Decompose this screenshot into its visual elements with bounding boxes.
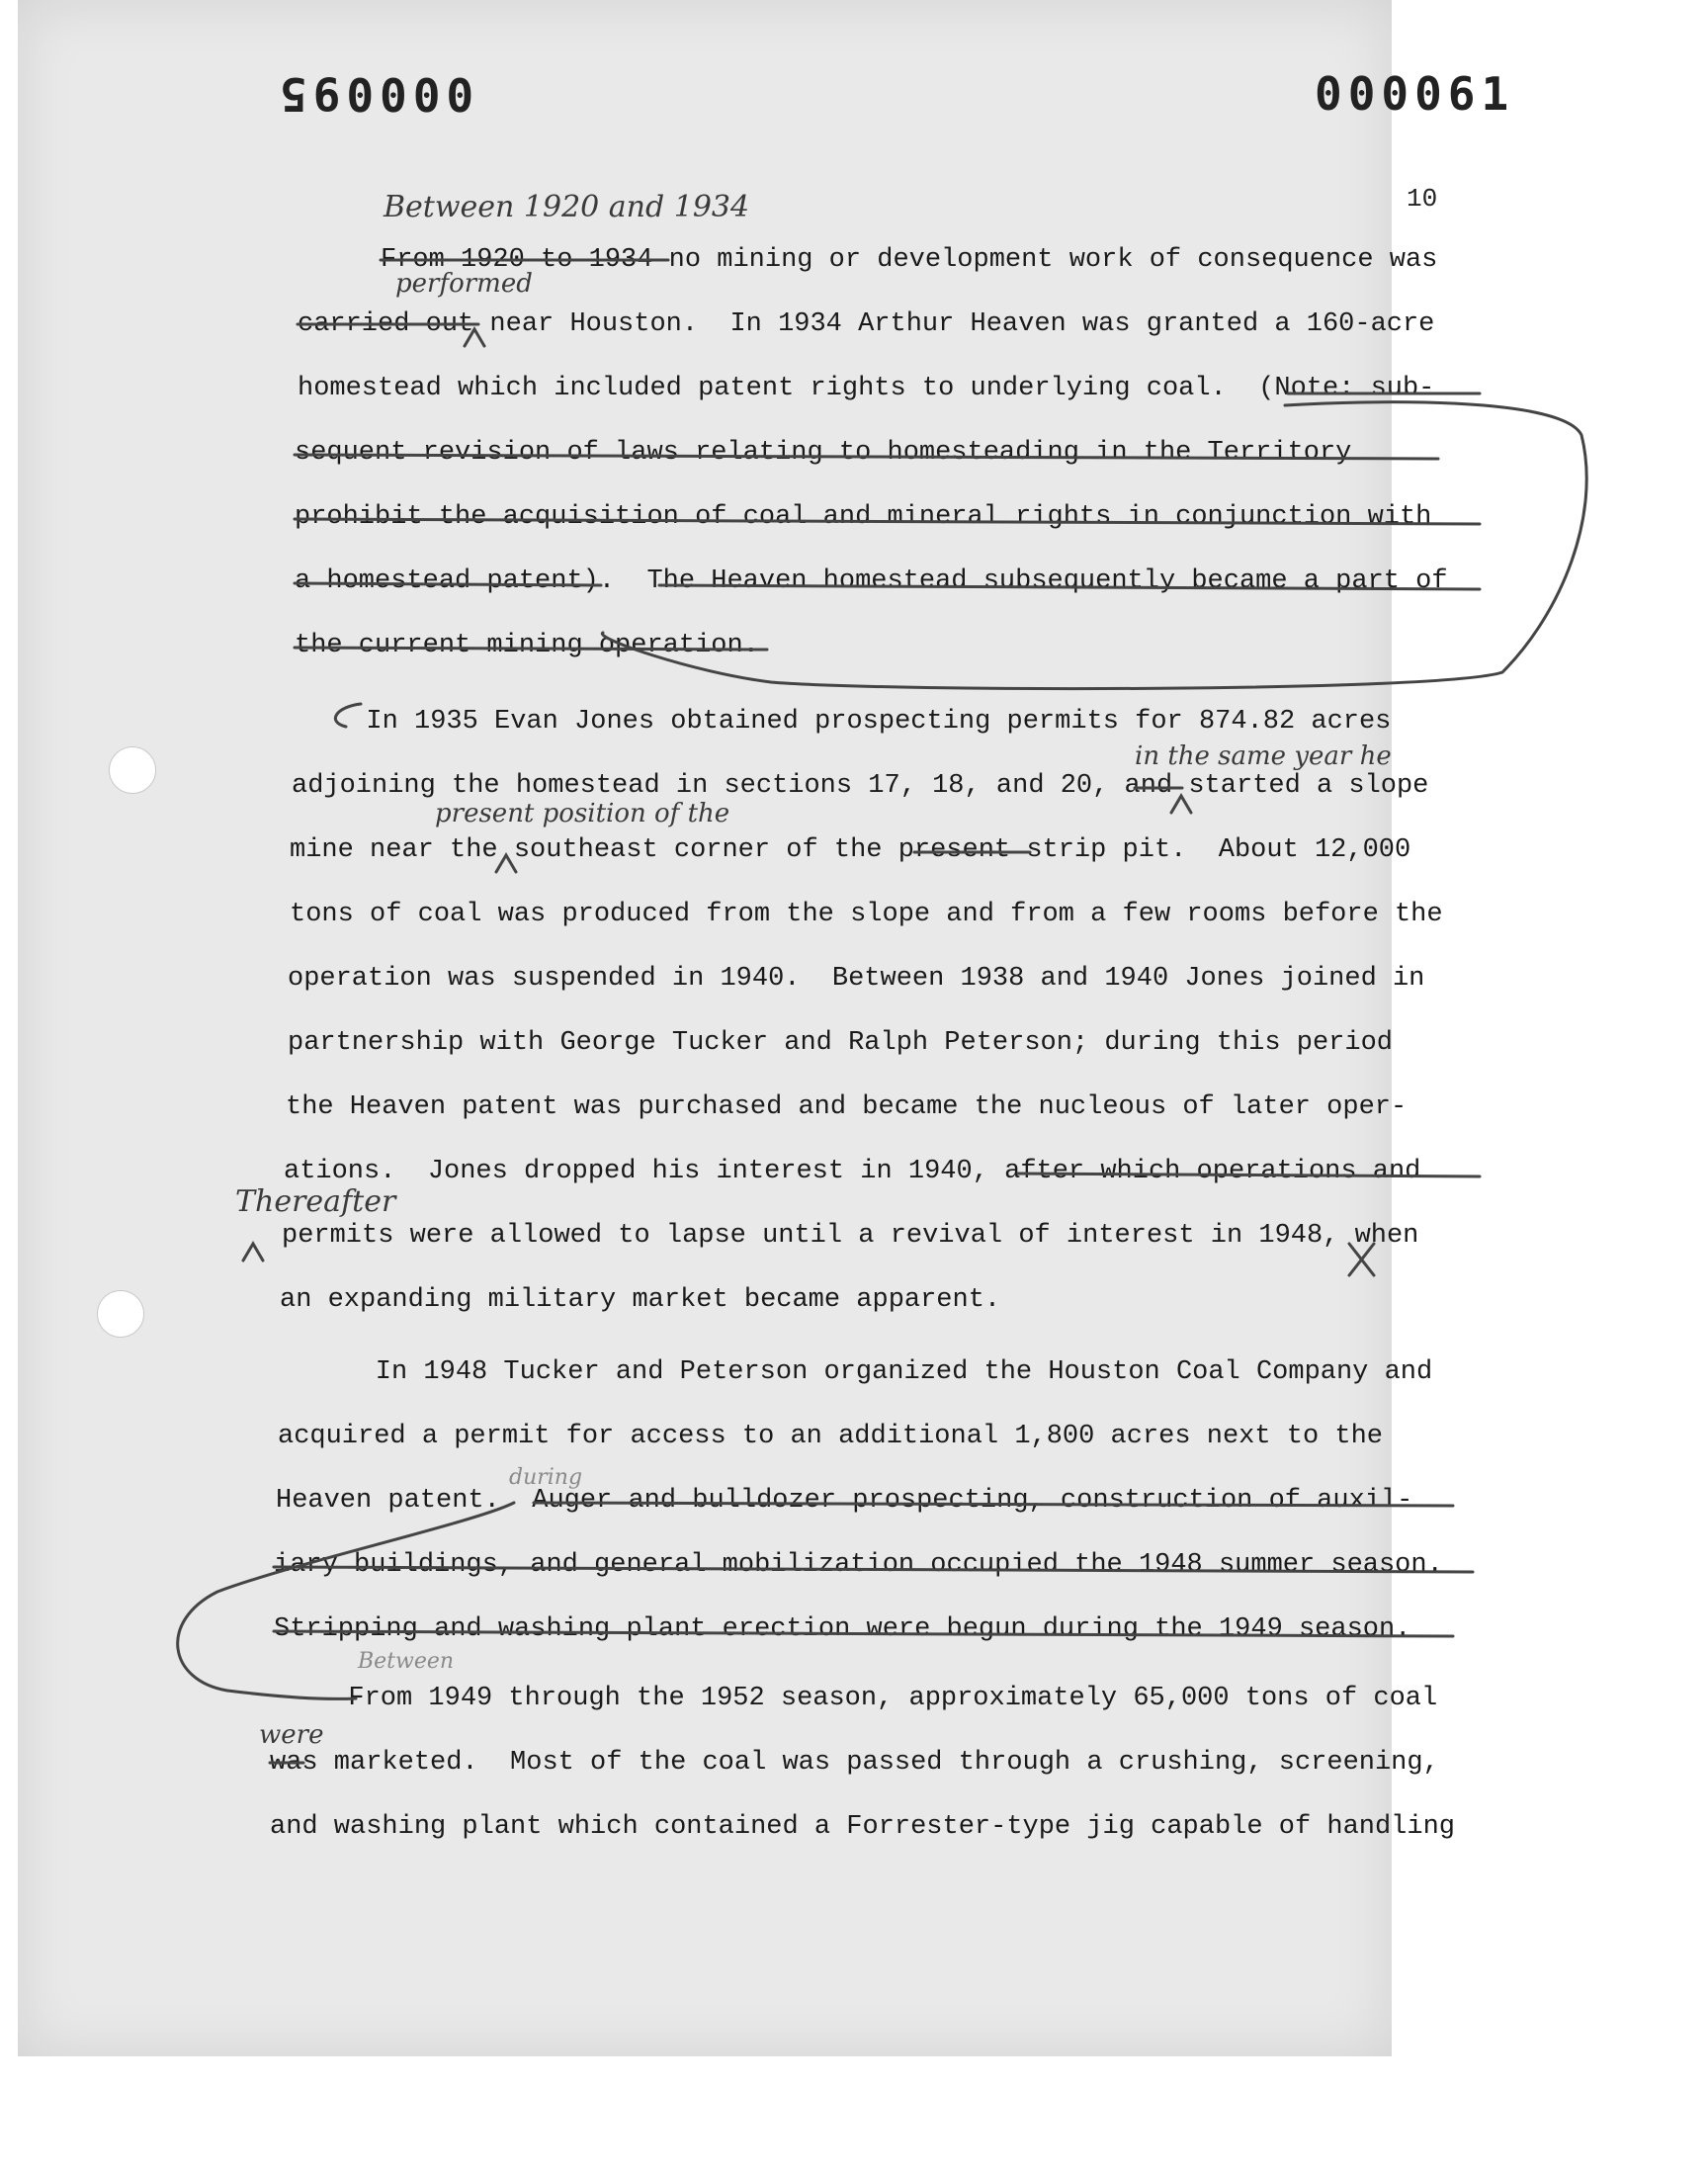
pen-loop (602, 402, 1586, 689)
insert-mark (1349, 1244, 1374, 1275)
strike-through (295, 648, 767, 650)
text-line: ations. Jones dropped his interest in 1940, after which operations and (284, 1157, 1421, 1186)
bates-stamp-mirrored: 000095 (274, 67, 474, 121)
text-line: Stripping and washing plant erection were begun during the 1949 season. (274, 1614, 1411, 1644)
handwritten-note: Between (358, 1649, 455, 1674)
text-line: In 1948 Tucker and Peterson organized the Houston Coal Company and (311, 1357, 1433, 1387)
caret-mark (1171, 796, 1191, 813)
strike-through (534, 1503, 1453, 1506)
text-line: a homestead patent). The Heaven homestead subsequently became a part of (295, 566, 1448, 596)
strike-through (659, 585, 1480, 589)
text-line: permits were allowed to lapse until a revival of interest in 1948, when (282, 1221, 1419, 1251)
handwritten-note: during (509, 1465, 583, 1490)
handwritten-note: in the same year he (1135, 741, 1392, 771)
strike-through (274, 1631, 1453, 1636)
pen-loop (178, 1503, 514, 1698)
handwritten-note: Thereafter (235, 1184, 396, 1219)
page-number: 10 (1407, 184, 1438, 214)
text-line: carried out near Houston. In 1934 Arthur Heaven was granted a 160-acre (298, 309, 1435, 339)
text-line: Heaven patent. Auger and bulldozer prospecting, construction of auxil- (276, 1486, 1413, 1516)
text-line: was marketed. Most of the coal was passed through a crushing, screening, (270, 1748, 1439, 1778)
handwritten-note: Between 1920 and 1934 (384, 190, 750, 224)
text-line: the Heaven patent was purchased and became the nucleous of later oper- (286, 1092, 1408, 1122)
text-line: and washing plant which contained a Forrester-type jig capable of handling (270, 1812, 1455, 1842)
strike-through (1018, 1174, 1480, 1176)
handwritten-note: were (259, 1720, 324, 1750)
text-line: partnership with George Tucker and Ralph Peterson; during this period (288, 1028, 1393, 1058)
text-line: operation was suspended in 1940. Between 1938 and 1940 Jones joined in (288, 964, 1425, 994)
strike-through (295, 519, 1480, 524)
text-line: acquired a permit for access to an additional 1,800 acres next to the (278, 1422, 1383, 1451)
text-line: From 1920 to 1934 no mining or development work of consequence was (381, 245, 1438, 275)
strike-through (274, 1567, 1473, 1572)
bates-stamp: 000061 (1315, 67, 1515, 121)
strike-through (295, 583, 601, 585)
caret-mark (243, 1244, 263, 1261)
text-line: prohibit the acquisition of coal and mineral rights in conjunction with (295, 502, 1432, 532)
text-line: adjoining the homestead in sections 17, 18, and 20, and started a slope (292, 771, 1429, 801)
text-line: sequent revision of laws relating to homesteading in the Territory (295, 438, 1352, 468)
text-line: tons of coal was produced from the slope and from a few rooms before the (290, 900, 1443, 929)
text-line: From 1949 through the 1952 season, approximately 65,000 tons of coal (316, 1684, 1438, 1713)
handwritten-note: performed (395, 269, 533, 299)
caret-mark (465, 329, 484, 346)
text-line: mine near the southeast corner of the present strip pit. About 12,000 (290, 835, 1411, 865)
text-line: the current mining operation. (295, 631, 759, 660)
pen-loop (335, 704, 361, 727)
handwritten-note: present position of the (435, 799, 730, 828)
text-line: iary buildings, and general mobilization occupied the 1948 summer season. (274, 1550, 1443, 1580)
text-line: In 1935 Evan Jones obtained prospecting permits for 874.82 acres (334, 707, 1392, 737)
caret-mark (496, 855, 516, 872)
text-line: homestead which included patent rights to underlying coal. (Note: sub- (298, 374, 1435, 403)
text-line: an expanding military market became apparent. (280, 1285, 1001, 1315)
strike-through (295, 455, 1438, 459)
